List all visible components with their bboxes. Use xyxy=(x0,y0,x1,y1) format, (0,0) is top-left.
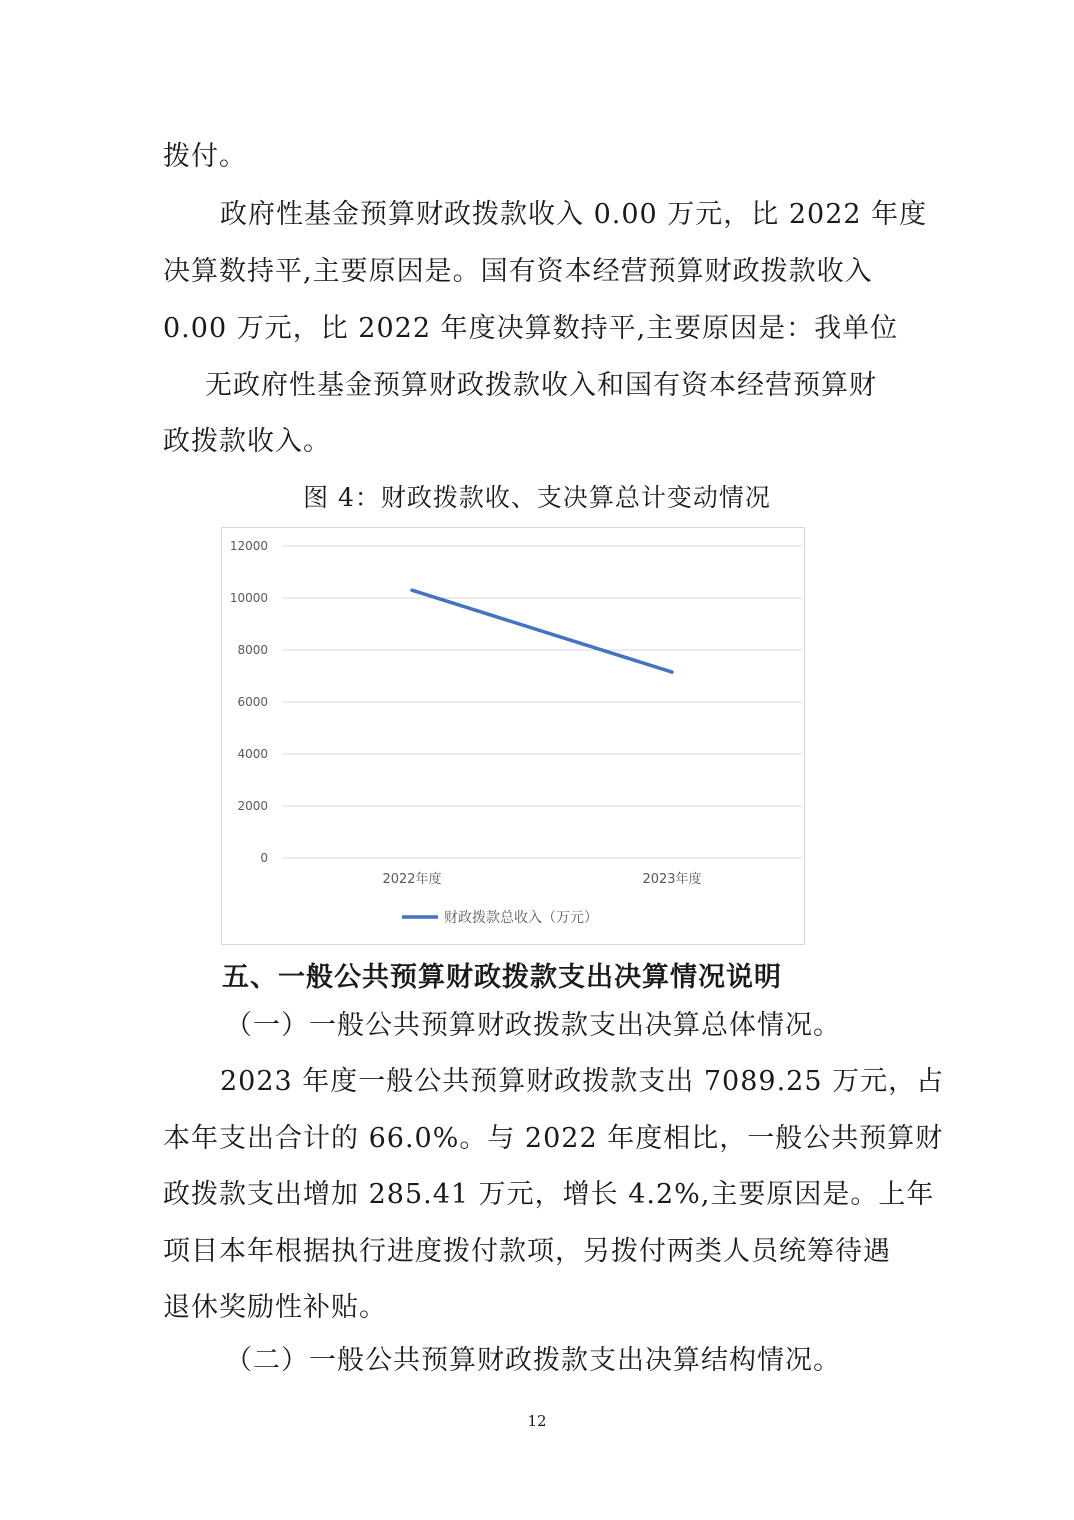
paragraph-line: 决算数持平,主要原因是。国有资本经营预算财政拨款收入 xyxy=(163,256,873,287)
body-line: 退休奖励性补贴。 xyxy=(163,1292,387,1323)
paragraph-line: 政府性基金预算财政拨款收入 0.00 万元，比 2022 年度 xyxy=(220,199,928,230)
subsection-heading: （一）一般公共预算财政拨款支出决算总体情况。 xyxy=(225,1010,841,1041)
legend-label: 财政拨款总收入（万元） xyxy=(444,910,598,926)
body-line: 项目本年根据执行进度拨付款项，另拨付两类人员统筹待遇 xyxy=(163,1236,891,1267)
data-point xyxy=(671,671,674,674)
y-tick-label: 10000 xyxy=(229,591,268,605)
y-tick-label: 4000 xyxy=(237,747,268,761)
section-heading: 五、一般公共预算财政拨款支出决算情况说明 xyxy=(222,962,782,993)
x-tick-label: 2023年度 xyxy=(642,872,702,887)
data-point xyxy=(411,589,414,592)
body-line: 政拨款支出增加 285.41 万元，增长 4.2%,主要原因是。上年 xyxy=(163,1179,935,1210)
paragraph-line: 0.00 万元，比 2022 年度决算数持平,主要原因是：我单位 xyxy=(163,313,899,344)
subsection-heading: （二）一般公共预算财政拨款支出决算结构情况。 xyxy=(225,1345,841,1376)
y-tick-label: 0 xyxy=(260,851,268,865)
body-line: 2023 年度一般公共预算财政拨款支出 7089.25 万元，占 xyxy=(220,1066,945,1097)
line-chart xyxy=(221,527,805,945)
x-tick-label: 2022年度 xyxy=(382,872,442,887)
paragraph-line: 无政府性基金预算财政拨款收入和国有资本经营预算财 xyxy=(205,370,877,401)
page-number: 12 xyxy=(527,1412,547,1430)
chart-svg xyxy=(222,528,804,944)
series-line xyxy=(412,590,672,672)
paragraph-line: 拨付。 xyxy=(163,141,247,172)
figure-caption: 图 4：财政拨款收、支决算总计变动情况 xyxy=(303,483,771,512)
y-tick-label: 6000 xyxy=(237,695,268,709)
y-tick-label: 8000 xyxy=(237,643,268,657)
y-tick-label: 2000 xyxy=(237,799,268,813)
paragraph-line: 政拨款收入。 xyxy=(163,426,331,457)
y-tick-label: 12000 xyxy=(229,539,268,553)
body-line: 本年支出合计的 66.0%。与 2022 年度相比，一般公共预算财 xyxy=(163,1123,944,1154)
